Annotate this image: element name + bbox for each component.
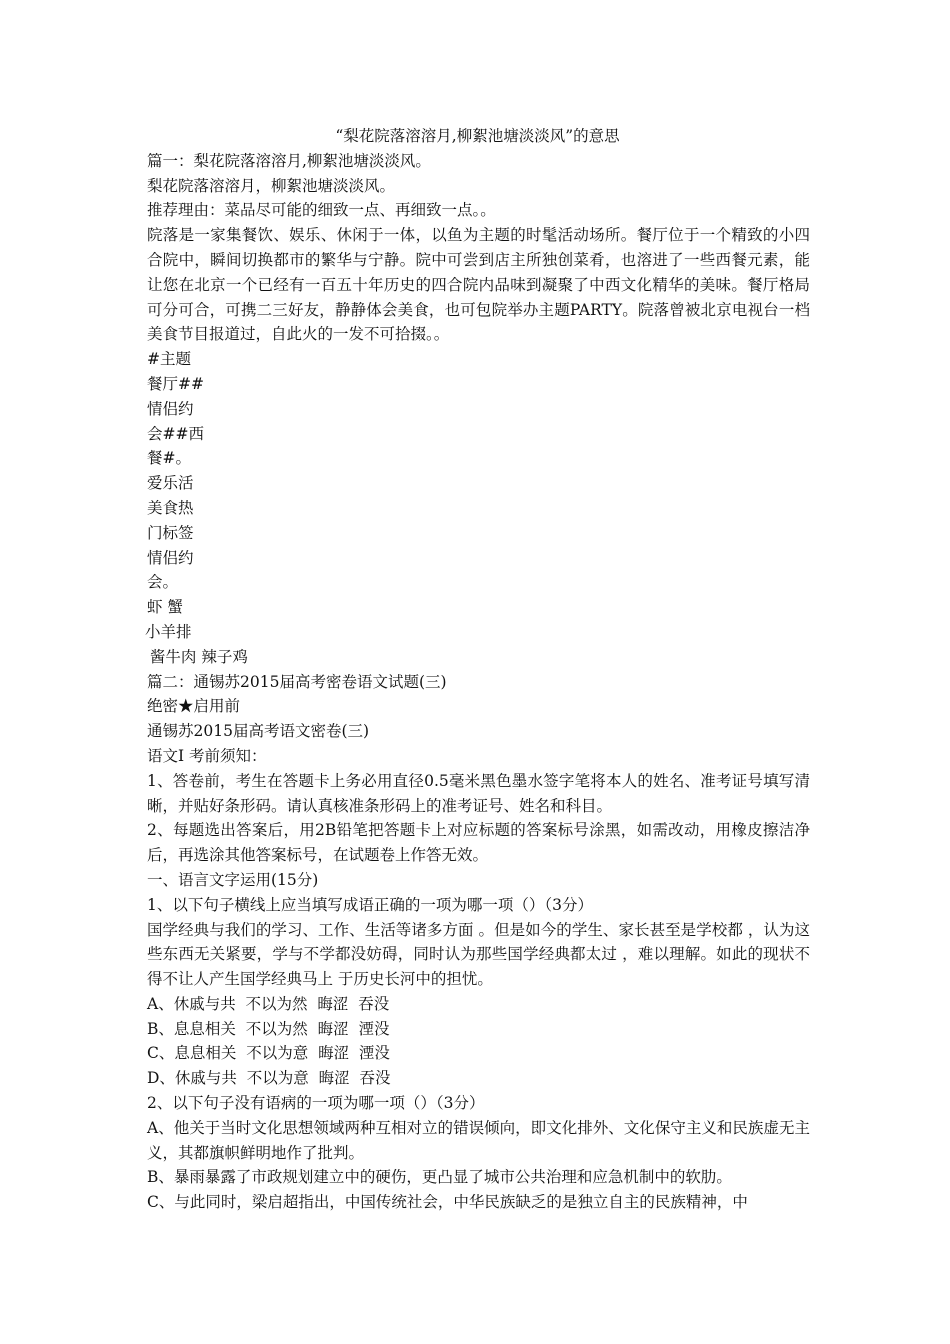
paragraph: A、他关于当时文化思想领域两种互相对立的错误倾向，即文化排外、文化保守主义和民族虚无主义，其都旗帜鲜明地作了批判。 (147, 1118, 810, 1162)
document-page (145, 124, 810, 1215)
paragraph: 梨花院落溶溶月，柳絮池塘淡淡风。 (147, 176, 396, 195)
paragraph: 2、以下句子没有语病的一项为哪一项（）（3分） (147, 1094, 485, 1113)
paragraph: 餐厅## (147, 374, 204, 393)
paragraph: 国学经典与我们的学习、工作、生活等诸多方面 。但是如今的学生、家长甚至是学校都 ，认为这些东西无关紧要，学与不学都没妨碍，同时认为那些国学经典都太过 ，难以理解。如此的现状不得不让人产生国学经典马上 于历史长河中的担忧。 (147, 920, 810, 989)
paragraph: 会。 (147, 573, 179, 592)
paragraph: B、息息相关 不以为然 晦涩 湮没 (147, 1019, 390, 1038)
paragraph: 语文Ⅰ 考前须知： (147, 746, 267, 765)
paragraph: 小羊排 (145, 622, 192, 641)
paragraph: C、息息相关 不以为意 晦涩 湮没 (147, 1044, 390, 1063)
paragraph: 爱乐活 (147, 474, 194, 493)
paragraph: C、与此同时，梁启超指出，中国传统社会，中华民族缺乏的是独立自主的民族精神，中 (147, 1193, 748, 1212)
paragraph: 院落是一家集餐饮、娱乐、休闲于一体，以鱼为主题的时髦活动场所。餐厅位于一个精致的小四合院中，瞬间切换都市的繁华与宁静。院中可尝到店主所独创菜肴，也溶进了一些西餐元素，能让您在北京一个已经有一百五十年历史的四合院内品味到凝聚了中西文化精华的美味。餐厅格局可分可合，可携二三好友，静静体会美食，也可包院举办主题PARTY。院落曾被北京电视台一档美食节目报道过，自此火的一发不可拾掇。。 (147, 226, 810, 344)
paragraph: 推荐理由：菜品尽可能的细致一点、再细致一点。。 (147, 201, 496, 220)
paragraph: 通锡苏2015届高考语文密卷(三) (147, 722, 370, 741)
paragraph: 虾 蟹 (147, 598, 183, 617)
paragraph: 情侣约 (147, 548, 194, 567)
paragraph: 绝密★启用前 (147, 697, 241, 716)
paragraph: 餐#。 (147, 449, 191, 468)
paragraph: A、休戚与共 不以为然 晦涩 吞没 (147, 994, 390, 1013)
paragraph: D、休戚与共 不以为意 晦涩 吞没 (147, 1069, 391, 1088)
paragraph: 会##西 (147, 424, 204, 443)
paragraph: #主题 (147, 350, 191, 369)
paragraph: B、暴雨暴露了市政规划建立中的硬伤，更凸显了城市公共治理和应急机制中的软肋。 (147, 1168, 732, 1187)
paragraph: 情侣约 (147, 399, 194, 418)
paragraph: 2、每题选出答案后，用2B铅笔把答题卡上对应标题的答案标号涂黑，如需改动，用橡皮擦洁净后，再选涂其他答案标号，在试题卷上作答无效。 (147, 821, 810, 865)
document-title: “梨花院落溶溶月,柳絮池塘淡淡风”的意思 (335, 127, 620, 145)
paragraph: 篇一：梨花院落溶溶月,柳絮池塘淡淡风。 (147, 151, 431, 170)
paragraph: 一、语言文字运用(15分) (147, 870, 319, 889)
paragraph: 篇二：通锡苏2015届高考密卷语文试题(三) (147, 672, 447, 691)
paragraph: 1、答卷前，考生在答题卡上务必用直径0.5毫米黑色墨水签字笔将本人的姓名、准考证号填写清晰，并贴好条形码。请认真核准条形码上的准考证号、姓名和科目。 (147, 771, 810, 815)
paragraph: 酱牛肉 辣子鸡 (145, 647, 248, 666)
paragraph: 美食热 (147, 498, 194, 517)
paragraph: 门标签 (147, 523, 194, 542)
paragraph: 1、以下句子横线上应当填写成语正确的一项为哪一项（）（3分） (147, 895, 593, 914)
